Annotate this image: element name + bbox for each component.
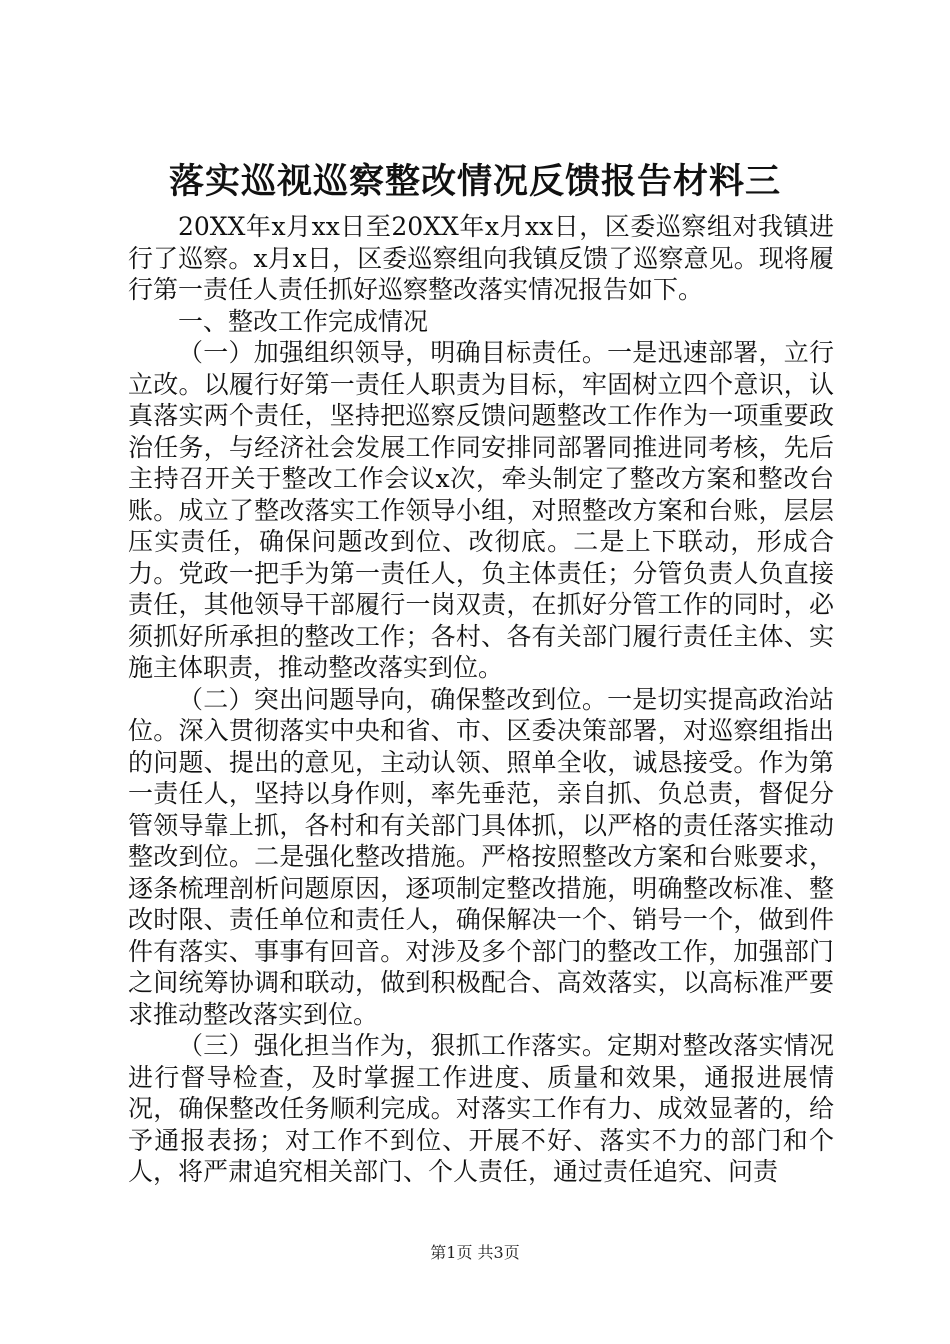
- paragraph-2: （二）突出问题导向，确保整改到位。一是切实提高政治站位。深入贯彻落实中央和省、市、区委决策部署，对巡察组指出的问题、提出的意见，主动认领、照单全收，诚恳接受。作为第一责任人，坚持以身作则，率先垂范，亲自抓、负总责，督促分管领导靠上抓，各村和有关部门具体抓，以严格的责任落实推动整改到位。二是强化整改措施。严格按照整改方案和台账要求，逐条梳理剖析问题原因，逐项制定整改措施，明确整改标准、整改时限、责任单位和责任人，确保解决一个、销号一个，做到件件有落实、事事有回音。对涉及多个部门的整改工作，加强部门之间统筹协调和联动，做到积极配合、高效落实，以高标准严要求推动整改落实到位。: [128, 684, 834, 1029]
- page-footer: 第1页 共3页: [430, 1243, 520, 1262]
- document-body: [128, 211, 834, 1188]
- section-heading: 一、整改工作完成情况: [178, 306, 429, 336]
- paragraph-1: （一）加强组织领导，明确目标责任。一是迅速部署，立行立改。以履行好第一责任人职责为目标，牢固树立四个意识，认真落实两个责任，坚持把巡察反馈问题整改工作作为一项重要政治任务，与经济社会发展工作同安排同部署同推进同考核，先后主持召开关于整改工作会议x次，牵头制定了整改方案和整改台账。成立了整改落实工作领导小组，对照整改方案和台账，层层压实责任，确保问题改到位、改彻底。二是上下联动，形成合力。党政一把手为第一责任人，负主体责任；分管负责人负直接责任，其他领导干部履行一岗双责，在抓好分管工作的同时，必须抓好所承担的整改工作；各村、各有关部门履行责任主体、实施主体职责，推动整改落实到位。: [128, 338, 834, 682]
- document-title: 落实巡视巡察整改情况反馈报告材料三: [168, 161, 781, 202]
- intro-paragraph: 20XX年x月xx日至20XX年x月xx日，区委巡察组对我镇进行了巡察。x月x日，区委巡察组向我镇反馈了巡察意见。现将履行第一责任人责任抓好巡察整改落实情况报告如下。: [128, 212, 834, 304]
- paragraph-3: （三）强化担当作为，狠抓工作落实。定期对整改落实情况进行督导检查，及时掌握工作进度、质量和效果，通报进展情况，确保整改任务顺利完成。对落实工作有力、成效显著的，给予通报表扬；对工作不到位、开展不好、落实不力的部门和个人，将严肃追究相关部门、个人责任，通过责任追究、问责: [128, 1031, 834, 1186]
